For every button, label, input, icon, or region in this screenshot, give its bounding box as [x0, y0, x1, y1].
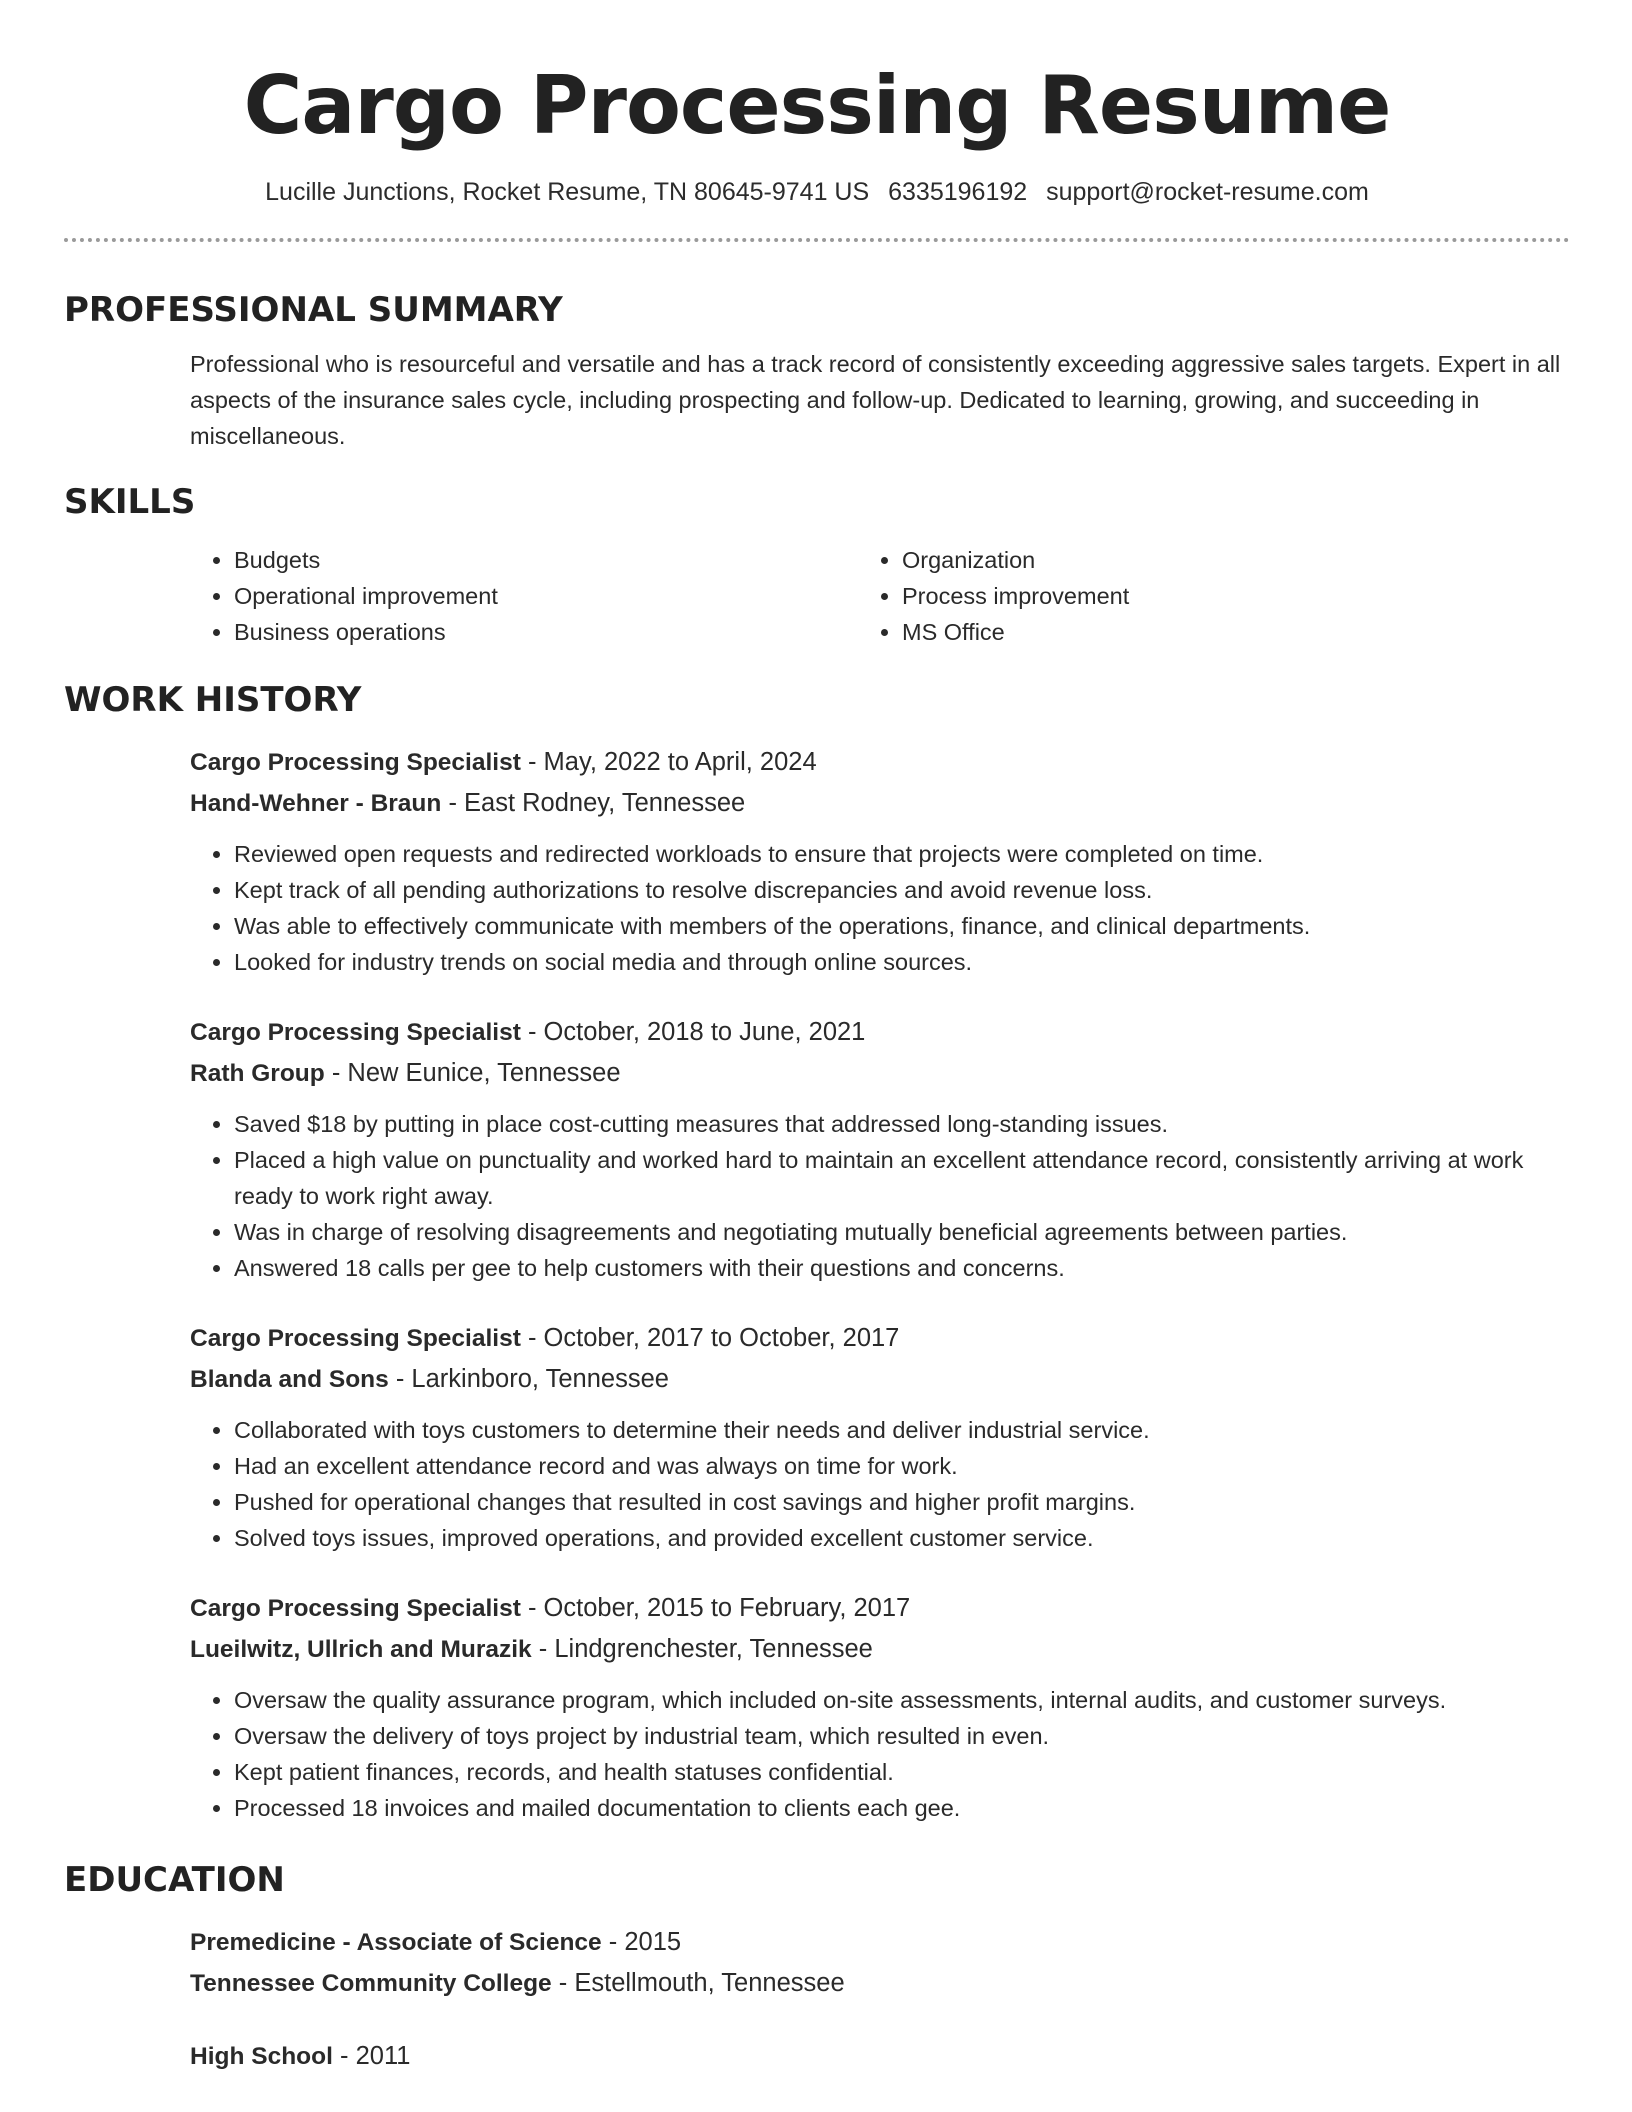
job-bullet: • Was able to effectively communicate with members of the operations, finance, and clinical departments. — [234, 908, 1570, 944]
education-year: - 2015 — [601, 1928, 682, 1956]
summary-heading: PROFESSIONAL SUMMARY — [64, 290, 563, 330]
education-heading: EDUCATION — [64, 1860, 285, 1900]
education-school: Tennessee Community College — [190, 1970, 552, 1997]
job-location: - Larkinboro, Tennessee — [388, 1365, 669, 1393]
job-role: Cargo Processing Specialist — [190, 1019, 521, 1046]
skill-item: • Business operations — [234, 614, 902, 650]
skills-column-left — [190, 542, 902, 650]
resume-title: Cargo Processing Resume — [243, 59, 1391, 152]
job-bullets — [190, 1106, 1570, 1286]
education-degree: High School — [190, 2043, 333, 2070]
job-bullet: • Pushed for operational changes that resulted in cost savings and higher profit margins. — [234, 1484, 1570, 1520]
education-location: - Estellmouth, Tennessee — [551, 1969, 845, 1997]
header-divider — [64, 238, 1570, 242]
skills-column-right — [902, 542, 1570, 650]
job-bullet: • Was in charge of resolving disagreements and negotiating mutually beneficial agreements between parties. — [234, 1214, 1570, 1250]
education-degree-line — [190, 1922, 1570, 1963]
contact-line — [64, 176, 1570, 208]
job-role: Cargo Processing Specialist — [190, 1325, 521, 1352]
job-bullet: • Solved toys issues, improved operations, and provided excellent customer service. — [234, 1520, 1570, 1556]
job-company-line — [190, 783, 1570, 824]
skill-item: • Budgets — [234, 542, 902, 578]
education-degree: Premedicine - Associate of Science — [190, 1929, 602, 1956]
job-entry — [190, 742, 1570, 980]
education-entry — [190, 2036, 1570, 2077]
skill-item: • Organization — [902, 542, 1570, 578]
job-company: Rath Group — [190, 1060, 325, 1087]
job-bullet: • Reviewed open requests and redirected workloads to ensure that projects were completed on time. — [234, 836, 1570, 872]
job-company-line — [190, 1629, 1570, 1670]
job-bullet: • Processed 18 invoices and mailed documentation to clients each gee. — [234, 1790, 1570, 1826]
job-role: Cargo Processing Specialist — [190, 1595, 521, 1622]
job-role: Cargo Processing Specialist — [190, 749, 521, 776]
job-company: Lueilwitz, Ullrich and Murazik — [190, 1636, 532, 1663]
job-bullets — [190, 836, 1570, 980]
job-bullet: • Looked for industry trends on social media and through online sources. — [234, 944, 1570, 980]
job-title-line — [190, 742, 1570, 783]
skill-item: • Operational improvement — [234, 578, 902, 614]
job-bullet: • Saved $18 by putting in place cost-cutting measures that addressed long-standing issues. — [234, 1106, 1570, 1142]
summary-text: Professional who is resourceful and versatile and has a track record of consistently exceeding aggressive sales targets. Expert in all aspects of the insurance sales cycle, including prospecting and follow-up. Dedicated to learning, growing, and succeeding in miscellaneous. — [190, 351, 1561, 449]
skill-item: • Process improvement — [902, 578, 1570, 614]
job-location: - East Rodney, Tennessee — [441, 789, 746, 817]
job-bullet: • Placed a high value on punctuality and worked hard to maintain an excellent attendance record, consistently arriving at work ready to work right away. — [234, 1142, 1570, 1214]
job-bullet: • Answered 18 calls per gee to help customers with their questions and concerns. — [234, 1250, 1570, 1286]
job-bullet: • Collaborated with toys customers to determine their needs and deliver industrial service. — [234, 1412, 1570, 1448]
job-dates: - October, 2015 to February, 2017 — [520, 1594, 911, 1622]
skills-heading: SKILLS — [64, 482, 196, 522]
job-location: - New Eunice, Tennessee — [324, 1059, 621, 1087]
job-bullet: • Kept track of all pending authorizations to resolve discrepancies and avoid revenue loss. — [234, 872, 1570, 908]
contact-email: support@rocket-resume.com — [1046, 178, 1369, 206]
job-bullet: • Oversaw the quality assurance program, which included on-site assessments, internal audits, and customer surveys. — [234, 1682, 1570, 1718]
job-company-line — [190, 1053, 1570, 1094]
job-company: Blanda and Sons — [190, 1366, 389, 1393]
job-entry — [190, 1588, 1570, 1826]
work-history-heading: WORK HISTORY — [64, 680, 362, 720]
job-company: Hand-Wehner - Braun — [190, 790, 442, 817]
contact-phone: 6335196192 — [888, 178, 1028, 206]
job-company-line — [190, 1359, 1570, 1400]
education-school-line — [190, 1963, 1570, 2004]
job-dates: - October, 2018 to June, 2021 — [520, 1018, 866, 1046]
job-dates: - October, 2017 to October, 2017 — [520, 1324, 900, 1352]
job-title-line — [190, 1012, 1570, 1053]
job-bullets — [190, 1412, 1570, 1556]
education-degree-line — [190, 2036, 1570, 2077]
job-dates: - May, 2022 to April, 2024 — [520, 748, 817, 776]
job-bullet: • Had an excellent attendance record and was always on time for work. — [234, 1448, 1570, 1484]
job-bullet: • Kept patient finances, records, and health statuses confidential. — [234, 1754, 1570, 1790]
job-entry — [190, 1012, 1570, 1286]
skills-list — [190, 542, 1570, 650]
job-entry — [190, 1318, 1570, 1556]
resume-page — [64, 0, 1570, 2077]
contact-address: Lucille Junctions, Rocket Resume, TN 80645-9741 US — [265, 178, 870, 206]
job-title-line — [190, 1588, 1570, 1629]
education-entry — [190, 1922, 1570, 2004]
job-location: - Lindgrenchester, Tennessee — [531, 1635, 873, 1663]
job-bullet: • Oversaw the delivery of toys project by industrial team, which resulted in even. — [234, 1718, 1570, 1754]
job-title-line — [190, 1318, 1570, 1359]
skill-item: • MS Office — [902, 614, 1570, 650]
education-year: - 2011 — [332, 2042, 411, 2070]
job-bullets — [190, 1682, 1570, 1826]
